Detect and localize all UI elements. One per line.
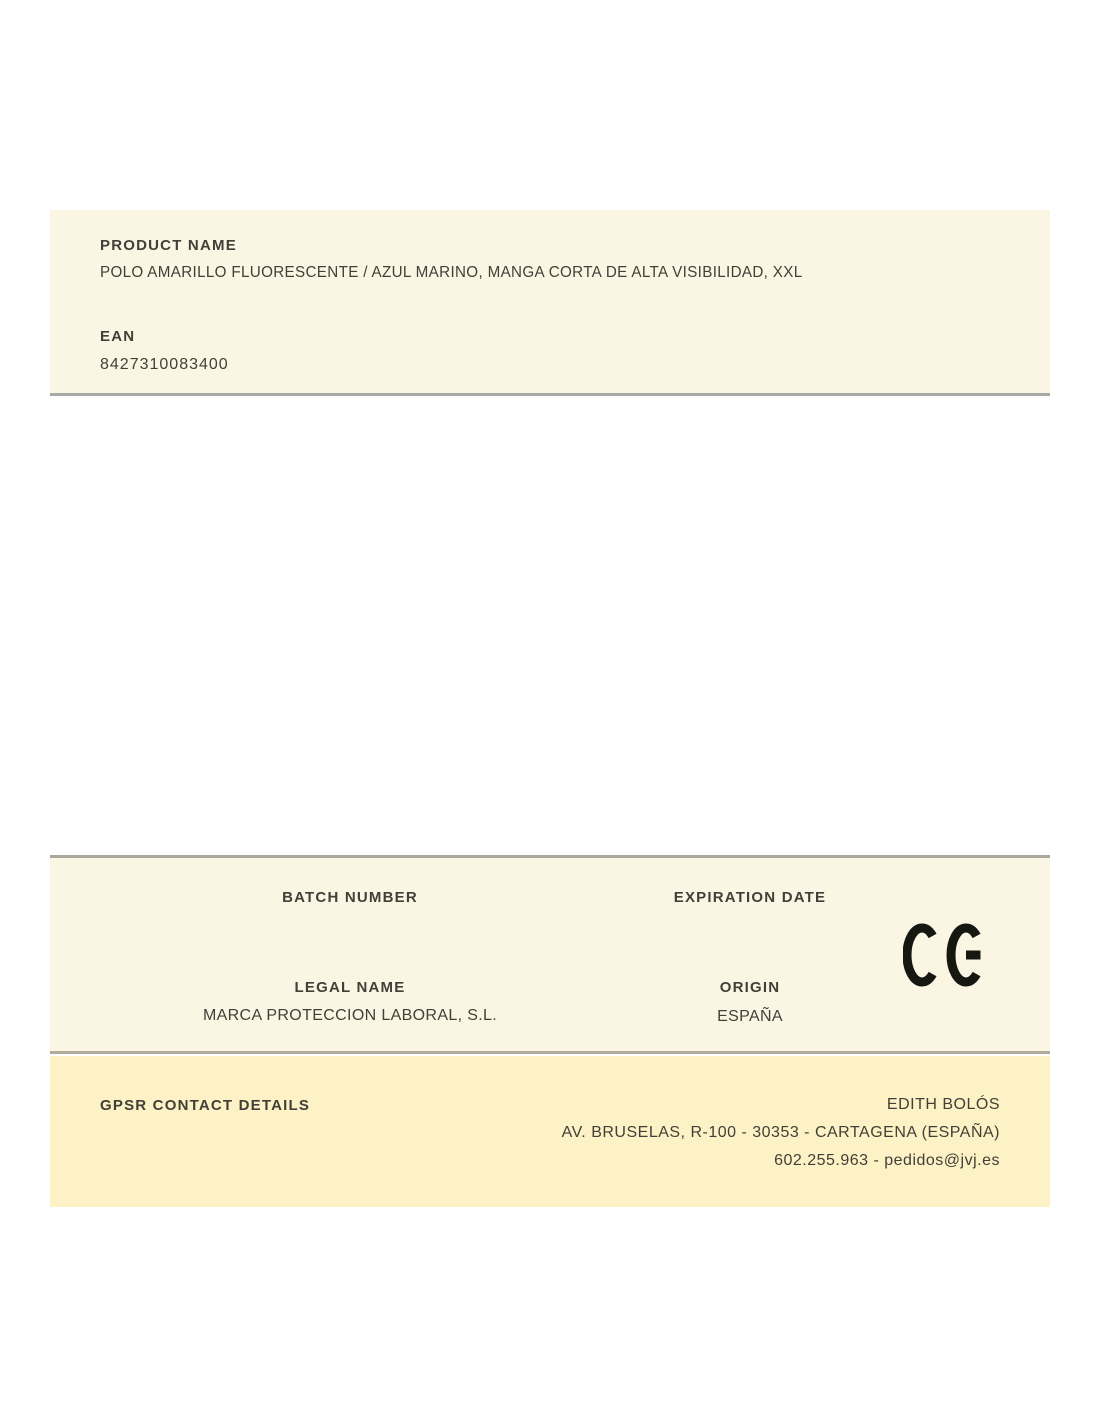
traceability-section [50, 855, 1050, 1054]
origin-value: ESPAÑA [717, 1008, 783, 1025]
product-name-label: PRODUCT NAME [100, 237, 237, 254]
legal-name-value: MARCA PROTECCION LABORAL, S.L. [202, 1007, 498, 1024]
gpsr-contact-section [50, 1056, 1050, 1207]
gpsr-contact-address: AV. BRUSELAS, R-100 - 30353 - CARTAGENA (ESPAÑA) [561, 1124, 1000, 1141]
gpsr-contact-phone-email: 602.255.963 - pedidos@jvj.es [774, 1152, 1000, 1169]
gpsr-contact-details-label: GPSR CONTACT DETAILS [100, 1097, 311, 1114]
expiration-date-label: EXPIRATION DATE [673, 889, 827, 906]
product-info-section [50, 210, 1050, 396]
gpsr-contact-name: EDITH BOLÓS [886, 1096, 1000, 1113]
ean-value: 8427310083400 [100, 356, 229, 373]
gpsr-contact-block [562, 1096, 1000, 1170]
ce-mark-icon [903, 923, 993, 987]
batch-number-label: BATCH NUMBER [282, 889, 418, 906]
origin-label: ORIGIN [719, 979, 781, 996]
legal-name-label: LEGAL NAME [294, 979, 406, 996]
ean-label: EAN [100, 328, 136, 345]
product-name-value: POLO AMARILLO FLUORESCENTE / AZUL MARINO, MANGA CORTA DE ALTA VISIBILIDAD, XXL [100, 264, 803, 281]
